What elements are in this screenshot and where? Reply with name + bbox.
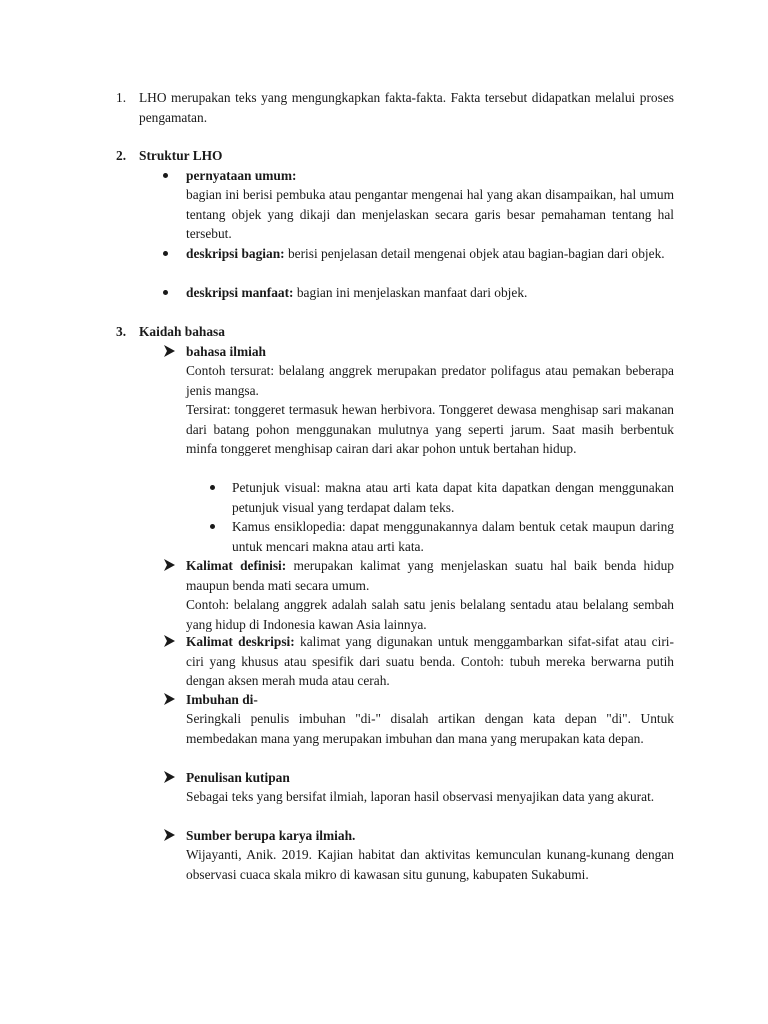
kaidah-item-label: Kalimat definisi: bbox=[186, 558, 287, 573]
kaidah-item-paragraph: Wijayanti, Anik. 2019. Kajian habitat dan aktivitas kemunculan kunang-kunang dengan observasi cuaca skala mikro di kawasan situ gunung, kabupaten Sukabumi. bbox=[186, 847, 674, 882]
arrow-bullet-icon bbox=[162, 770, 176, 784]
section-2-title: Struktur LHO bbox=[139, 148, 223, 163]
section-3-number: 3. bbox=[116, 324, 127, 339]
section-1-number: 1. bbox=[116, 90, 127, 105]
kaidah-item-paragraph: Sebagai teks yang bersifat ilmiah, laporan hasil observasi menyajikan data yang akurat. bbox=[186, 789, 655, 804]
kaidah-item-label: Penulisan kutipan bbox=[186, 770, 290, 785]
kaidah-item-paragraph: Tersirat: tonggeret termasuk hewan herbivora. Tonggeret dewasa menghisap sari makanan dari batang pohon menggunakan mulutnya yang seperti jarum. Saat masih berbentuk minfa tonggeret menghisap cairan dari akar pohon untuk bertahan hidup. bbox=[186, 402, 674, 456]
arrow-bullet-icon bbox=[162, 692, 176, 706]
kaidah-item-desc: kalimat yang digunakan untuk menggambarkan sifat-sifat atau ciri-ciri yang khusus atau spesifik dari suatu benda. Contoh: tubuh mereka berwarna putih dengan aksen merah muda atau cerah. bbox=[186, 634, 674, 688]
struktur-item-desc: bagian ini berisi pembuka atau pengantar mengenai hal yang akan disampaikan, hal umum tentang objek yang dikaji dan menjelaskan secara garis besar pemahaman tentang hal tersebut. bbox=[186, 187, 674, 241]
bullet-icon bbox=[210, 524, 215, 529]
kaidah-item-label: Imbuhan di- bbox=[186, 692, 258, 707]
struktur-item-label: deskripsi bagian: bbox=[186, 246, 285, 261]
kaidah-item-label: Kalimat deskripsi: bbox=[186, 634, 295, 649]
bullet-icon bbox=[163, 251, 168, 256]
kaidah-item bbox=[186, 556, 674, 595]
arrow-bullet-icon bbox=[162, 828, 176, 842]
struktur-item bbox=[186, 283, 674, 303]
kaidah-item-paragraph: Seringkali penulis imbuhan "di-" disalah artikan dengan kata depan "di". Untuk membedakan mana yang merupakan imbuhan dan mana yang merupakan kata depan. bbox=[186, 711, 674, 746]
struktur-item-desc: bagian ini menjelaskan manfaat dari objek. bbox=[293, 285, 528, 300]
bullet-icon bbox=[163, 173, 168, 178]
bullet-icon bbox=[210, 485, 215, 490]
sub-bullet-text: Kamus ensiklopedia: dapat menggunakannya dalam bentuk cetak maupun daring untuk mencari makna atau arti kata. bbox=[232, 519, 674, 554]
kaidah-item-label: Sumber berupa karya ilmiah. bbox=[186, 828, 356, 843]
section-2-number: 2. bbox=[116, 148, 127, 163]
struktur-item bbox=[186, 244, 674, 264]
kaidah-item-paragraph: Contoh: belalang anggrek adalah salah satu jenis belalang sentadu atau belalang sembah yang hidup di Indonesia kawan Asia lainnya. bbox=[186, 597, 674, 632]
kaidah-item-paragraph: Contoh tersurat: belalang anggrek merupakan predator polifagus atau pemakan beberapa jenis mangsa. bbox=[186, 363, 674, 398]
struktur-item-desc: berisi penjelasan detail mengenai objek atau bagian-bagian dari objek. bbox=[284, 246, 665, 261]
kaidah-item bbox=[186, 632, 674, 691]
kaidah-item-label: bahasa ilmiah bbox=[186, 344, 266, 359]
arrow-bullet-icon bbox=[162, 634, 176, 648]
arrow-bullet-icon bbox=[162, 344, 176, 358]
struktur-item-label: deskripsi manfaat: bbox=[186, 285, 294, 300]
bullet-icon bbox=[163, 290, 168, 295]
section-1-text: LHO merupakan teks yang mengungkapkan fakta-fakta. Fakta tersebut didapatkan melalui proses pengamatan. bbox=[139, 90, 674, 125]
kaidah-item-desc: merupakan kalimat yang menjelaskan suatu hal baik benda hidup maupun benda mati secara umum. bbox=[186, 558, 674, 593]
arrow-bullet-icon bbox=[162, 558, 176, 572]
section-3-title: Kaidah bahasa bbox=[139, 324, 225, 339]
sub-bullet-text: Petunjuk visual: makna atau arti kata dapat kita dapatkan dengan menggunakan petunjuk visual yang terdapat dalam teks. bbox=[232, 480, 674, 515]
struktur-item-label: pernyataan umum: bbox=[186, 168, 297, 183]
